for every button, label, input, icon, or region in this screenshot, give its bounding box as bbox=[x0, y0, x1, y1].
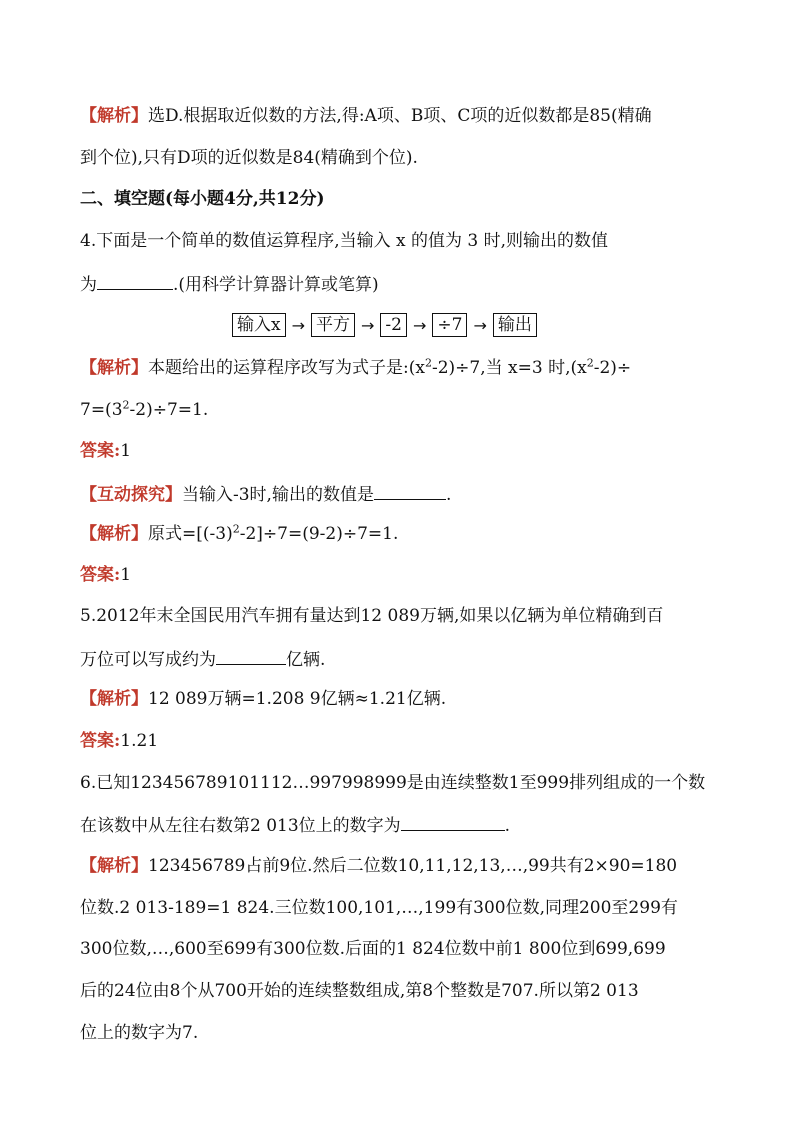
arrow-right-icon: → bbox=[291, 315, 305, 335]
q5-stem-suffix: 亿辆. bbox=[286, 650, 326, 670]
q6-solution-line-1 bbox=[80, 854, 677, 878]
q6-solution-text-2: 位数.2 013-189=1 824.三位数100,101,…,199有300位数,同理200至299有 bbox=[80, 898, 678, 918]
program-flowchart bbox=[232, 312, 537, 338]
q6-solution-line-3 bbox=[80, 937, 666, 961]
answer-tag: 答案: bbox=[80, 565, 121, 585]
q4-solution-part: 7=(3 bbox=[80, 400, 123, 420]
superscript-2: 2 bbox=[232, 522, 240, 536]
solution-tag: 【解析】 bbox=[80, 358, 148, 378]
explore-solution-part: 原式=[(-3) bbox=[148, 524, 233, 544]
q5-solution-line bbox=[80, 687, 446, 711]
q6-solution-text-5: 位上的数字为7. bbox=[80, 1023, 199, 1043]
answer-tag: 答案: bbox=[80, 441, 121, 461]
q4-answer-line bbox=[80, 439, 131, 463]
q6-solution-text-4: 后的24位由8个从700开始的连续整数组成,第8个整数是707.所以第2 013 bbox=[80, 981, 639, 1001]
flow-step-minus-two: -2 bbox=[380, 313, 407, 337]
q6-stem-suffix: . bbox=[504, 816, 511, 836]
q6-answer-blank bbox=[401, 812, 505, 831]
explore-answer-line bbox=[80, 563, 131, 587]
solution-tag: 【解析】 bbox=[80, 524, 148, 544]
q5-answer-line bbox=[80, 729, 158, 753]
explore-answer-blank bbox=[374, 481, 446, 500]
q4-solution-part: -2)÷7,当 x=3 时,(x bbox=[431, 358, 587, 378]
q4-solution-line-2 bbox=[80, 398, 208, 422]
flow-step-divide-seven: ÷7 bbox=[432, 313, 467, 337]
explore-solution-line bbox=[80, 522, 398, 546]
superscript-2: 2 bbox=[122, 398, 130, 412]
arrow-right-icon: → bbox=[361, 315, 375, 335]
explore-line bbox=[80, 481, 451, 507]
q6-stem-line-2 bbox=[80, 812, 510, 838]
solution-tag: 【解析】 bbox=[80, 689, 148, 709]
solution-tag: 【解析】 bbox=[80, 106, 148, 126]
flow-step-output: 输出 bbox=[493, 313, 537, 337]
q4-solution-part: 本题给出的运算程序改写为式子是:(x bbox=[148, 358, 425, 378]
q5-stem-line-1 bbox=[80, 604, 663, 628]
q5-stem-text-1: 5.2012年末全国民用汽车拥有量达到12 089万辆,如果以亿辆为单位精确到百 bbox=[80, 606, 664, 626]
explore-answer-value: 1 bbox=[120, 565, 132, 585]
q6-solution-line-5 bbox=[80, 1021, 198, 1045]
q4-stem-line-1 bbox=[80, 229, 608, 253]
q6-solution-text-3: 300位数,…,600至699有300位数.后面的1 824位数中前1 800位到699,699 bbox=[80, 939, 666, 959]
arrow-right-icon: → bbox=[473, 315, 487, 335]
superscript-2: 2 bbox=[424, 356, 432, 370]
q4-solution-line-1 bbox=[80, 356, 631, 380]
section-title: 二、填空题(每小题4分,共12分) bbox=[80, 189, 325, 209]
arrow-right-icon: → bbox=[412, 315, 427, 335]
q4-stem-line-2 bbox=[80, 271, 379, 297]
flow-step-input: 输入x bbox=[232, 313, 286, 337]
explore-text: 当输入-3时,输出的数值是 bbox=[182, 485, 374, 505]
flow-step-square: 平方 bbox=[311, 313, 355, 337]
answer-tag: 答案: bbox=[80, 731, 121, 751]
q6-solution-line-2 bbox=[80, 896, 678, 920]
q3-solution-line-2 bbox=[80, 146, 418, 170]
q6-solution-text-1: 123456789占前9位.然后二位数10,11,12,13,…,99共有2×90=180 bbox=[148, 856, 678, 876]
q4-stem-prefix: 为 bbox=[80, 275, 97, 295]
q6-stem-text-1: 6.已知123456789101112…997998999是由连续整数1至999排列组成的一个数 bbox=[80, 773, 706, 793]
q4-solution-part: -2)÷ bbox=[593, 358, 632, 378]
q6-solution-line-4 bbox=[80, 979, 639, 1003]
q4-solution-part: -2)÷7=1. bbox=[129, 400, 209, 420]
q3-solution-line-1 bbox=[80, 104, 652, 128]
explore-solution-part: -2]÷7=(9-2)÷7=1. bbox=[239, 524, 399, 544]
solution-tag: 【解析】 bbox=[80, 856, 148, 876]
q5-stem-line-2 bbox=[80, 646, 325, 672]
q4-stem-suffix: .(用科学计算器计算或笔算) bbox=[173, 275, 379, 295]
explore-text-end: . bbox=[445, 485, 452, 505]
q4-answer-value: 1 bbox=[120, 441, 132, 461]
q6-stem-prefix: 在该数中从左往右数第2 013位上的数字为 bbox=[80, 816, 401, 836]
superscript-2: 2 bbox=[586, 356, 594, 370]
q5-answer-value: 1.21 bbox=[120, 731, 159, 751]
q5-stem-prefix: 万位可以写成约为 bbox=[80, 650, 216, 670]
explore-tag: 【互动探究】 bbox=[80, 485, 182, 505]
q3-solution-text-2: 到个位),只有D项的近似数是84(精确到个位). bbox=[80, 148, 418, 168]
q4-stem-text-1: 4.下面是一个简单的数值运算程序,当输入 x 的值为 3 时,则输出的数值 bbox=[80, 231, 609, 251]
q5-solution-text: 12 089万辆=1.208 9亿辆≈1.21亿辆. bbox=[148, 689, 447, 709]
q5-answer-blank bbox=[216, 646, 286, 665]
q3-solution-text-1: 选D.根据取近似数的方法,得:A项、B项、C项的近似数都是85(精确 bbox=[148, 106, 652, 126]
q4-answer-blank bbox=[97, 271, 173, 290]
q6-stem-line-1 bbox=[80, 771, 705, 795]
